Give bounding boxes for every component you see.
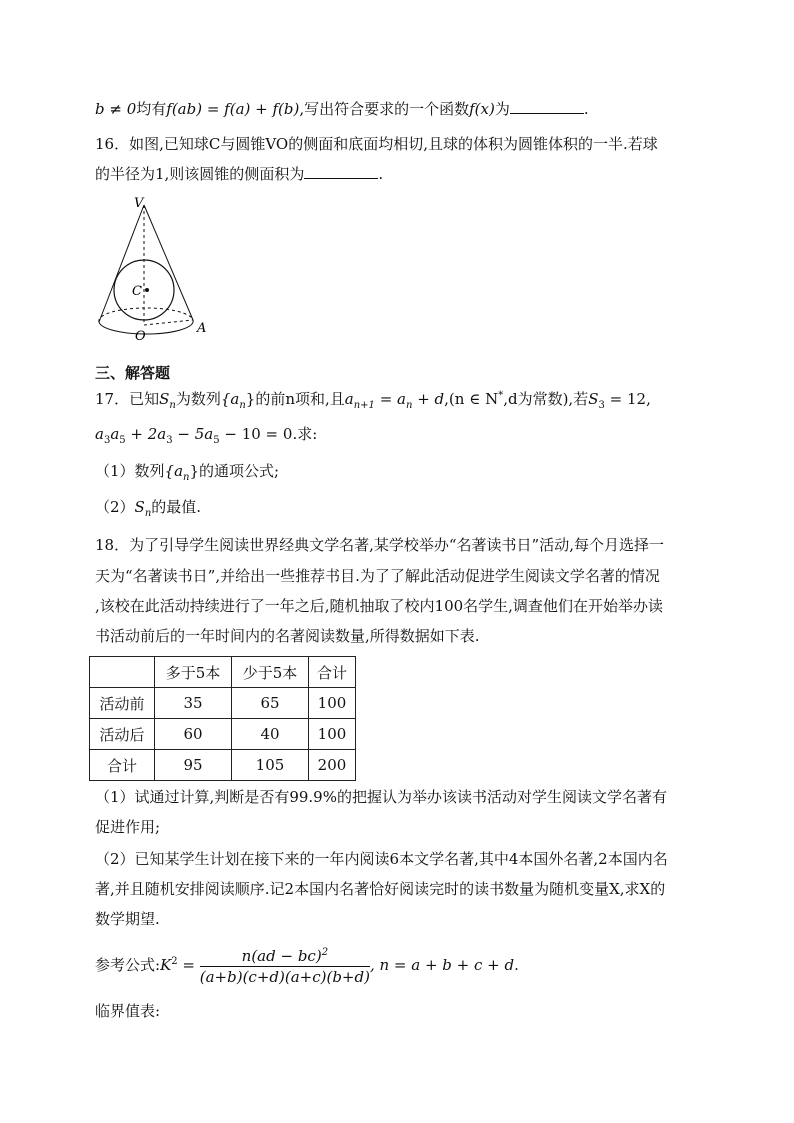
q17-sub1 [95, 461, 279, 481]
label-c: C [132, 284, 142, 299]
formula-end: . [514, 956, 519, 974]
q17-rec-rhs-sub: n [405, 400, 413, 411]
table-cell: 40 [232, 719, 309, 750]
table-cell: 合计 [90, 750, 155, 781]
section-title: 三、解答题 [95, 364, 171, 382]
q18-sub2-line2: 著,并且随机安排阅读顺序.记2本国内名著恰好阅读完时的读书数量为随机变量X,求X的 [95, 880, 666, 898]
formula-denominator: (a+b)(c+d)(a+c)(b+d) [199, 967, 370, 986]
table-row [90, 688, 356, 719]
q15-fx: f(x) [469, 100, 495, 118]
table-header-row [90, 657, 356, 688]
q17-sub1-set: {a [164, 462, 184, 480]
label-a: A [197, 321, 207, 336]
table-header-cell: 合计 [309, 657, 356, 688]
formula-k-sup: 2 [171, 956, 178, 967]
cone-sphere-figure [93, 192, 218, 342]
q17-l2-mid-sub: 3 [166, 435, 173, 446]
q17-sub1-set-end: } [189, 462, 200, 480]
q17-s3: S [588, 390, 599, 408]
formula-k: K [160, 956, 172, 974]
q17-rec: a [344, 390, 354, 408]
q17-l2-ask: .求: [292, 425, 318, 443]
formula-num-sup: 2 [321, 946, 329, 958]
formula-numerator [200, 947, 370, 967]
formula-fraction [200, 947, 370, 986]
q17-sub2-pre: （2） [95, 498, 135, 516]
q15-text2: ,写出符合要求的一个函数 [299, 100, 470, 118]
table-cell: 200 [309, 750, 356, 781]
q18-line3: ,该校在此活动持续进行了一年之后,随机抽取了校内100名学生,调查他们在开始举办读 [95, 597, 663, 615]
table-cell: 35 [155, 688, 232, 719]
table-header-cell: 少于5本 [232, 657, 309, 688]
q17-p1: 17．已知 [95, 390, 160, 408]
cone-base-front [99, 320, 193, 334]
table-header-cell: 多于5本 [155, 657, 232, 688]
q17-l2-a3: a [95, 425, 104, 443]
table-header-cell [90, 657, 155, 688]
label-v: V [134, 196, 144, 211]
table-row [90, 719, 356, 750]
q15-text3: 为 [494, 100, 510, 118]
label-o: O [135, 329, 146, 342]
q17-s3-val: = 12 [604, 390, 647, 408]
formula-num-text: n(ad − bc) [241, 946, 322, 965]
formula-eq: = [177, 956, 200, 974]
q18-sub2-line3: 数学期望. [95, 910, 160, 928]
q17-rec-rhs: = a [374, 390, 406, 408]
q17-p4-sup: * [498, 390, 504, 401]
q15-cond: b ≠ 0 [95, 100, 137, 118]
q16-answer-blank [304, 177, 378, 179]
q17-sn-sub: n [169, 400, 176, 411]
q17-sub2-post: 的最值. [151, 498, 202, 516]
q15-text1: 均有 [136, 100, 167, 118]
q17-l2-mid: + 2a [125, 425, 167, 443]
q18-data-table [89, 656, 356, 781]
q17-sub1-pre: （1）数列 [95, 462, 165, 480]
q17-l2-a5: a [110, 425, 120, 443]
table-row [90, 750, 356, 781]
sphere-center-point [145, 288, 149, 292]
table-cell: 100 [309, 688, 356, 719]
q16-end: . [378, 165, 384, 183]
q17-p2: 为数列 [175, 390, 221, 408]
q17-rec-sub: n+1 [353, 400, 375, 411]
q17-s3-sub: 3 [598, 400, 605, 411]
q17-an-set-sub: n [239, 400, 246, 411]
q18-line2: 天为“名著读书日”,并给出一些推荐书目.为了了解此活动促进学生阅读文学名著的情况 [95, 567, 660, 585]
q17-an-set: {a [220, 390, 240, 408]
q17-line2 [95, 424, 317, 444]
q17-sub2-s-sub: n [144, 508, 152, 519]
q17-p5: ,d为常数),若 [503, 390, 589, 408]
q17-l2-a5-sub: 5 [119, 435, 126, 446]
q17-sub1-set-sub: n [183, 472, 190, 483]
cone-left-edge [99, 205, 144, 322]
table-cell: 65 [232, 688, 309, 719]
q17-p4: ,(n ∈ N [444, 390, 499, 408]
q17-l2-a3-sub: 3 [103, 435, 111, 446]
table-cell: 95 [155, 750, 232, 781]
table-cell: 活动前 [90, 688, 155, 719]
q15-answer-blank [510, 112, 584, 114]
q18-sub1-line2: 促进作用; [95, 818, 161, 836]
q15-formula: f(ab) = f(a) + f(b) [166, 100, 300, 118]
q18-formula-line [95, 945, 519, 986]
q17-sub2 [95, 497, 201, 517]
q18-line4: 书活动前后的一年时间内的名著阅读数量,所得数据如下表. [95, 627, 480, 645]
q17-sn: S [159, 390, 170, 408]
q17-rec-tail: + d [412, 390, 445, 408]
q16-line2-text: 的半径为1,则该圆锥的侧面积为 [95, 165, 305, 183]
table-cell: 60 [155, 719, 232, 750]
q16-line1: 16．如图,已知球C与圆锥VO的侧面和底面均相切,且球的体积为圆锥体积的一半.若球 [95, 135, 658, 153]
critical-value-label: 临界值表: [95, 1002, 161, 1020]
q17-l2-m5-sub: 5 [213, 435, 220, 446]
q15-end: . [583, 100, 589, 118]
q18-line1: 18．为了引导学生阅读世界经典文学名著,某学校举办“名著读书日”活动,每个月选择一 [95, 536, 664, 554]
q17-sub1-post: 的通项公式; [199, 462, 280, 480]
table-cell: 105 [232, 750, 309, 781]
q18-sub1-line1: （1）试通过计算,判断是否有99.9%的把握认为举办该读书活动对学生阅读文学名著有 [95, 788, 667, 806]
cone-radius-oa [144, 320, 193, 325]
q17-an-set-end: } [245, 390, 256, 408]
q17-sub2-s: S [134, 498, 145, 516]
q17-line1 [95, 389, 651, 409]
q17-p3: 的前n项和,且 [255, 390, 345, 408]
q17-l2-m5: − 5a [172, 425, 214, 443]
q15-tail-line [95, 99, 589, 119]
formula-n: , n = a + b + c + d [369, 956, 515, 974]
formula-label: 参考公式: [95, 956, 161, 974]
table-cell: 100 [309, 719, 356, 750]
q17-l2-end: − 10 = 0 [219, 425, 293, 443]
q17-p6: , [646, 390, 651, 408]
q18-sub2-line1: （2）已知某学生计划在接下来的一年内阅读6本文学名著,其中4本国外名著,2本国内名 [95, 850, 668, 868]
q16-line2 [95, 164, 383, 184]
cone-right-edge [144, 205, 193, 320]
table-cell: 活动后 [90, 719, 155, 750]
